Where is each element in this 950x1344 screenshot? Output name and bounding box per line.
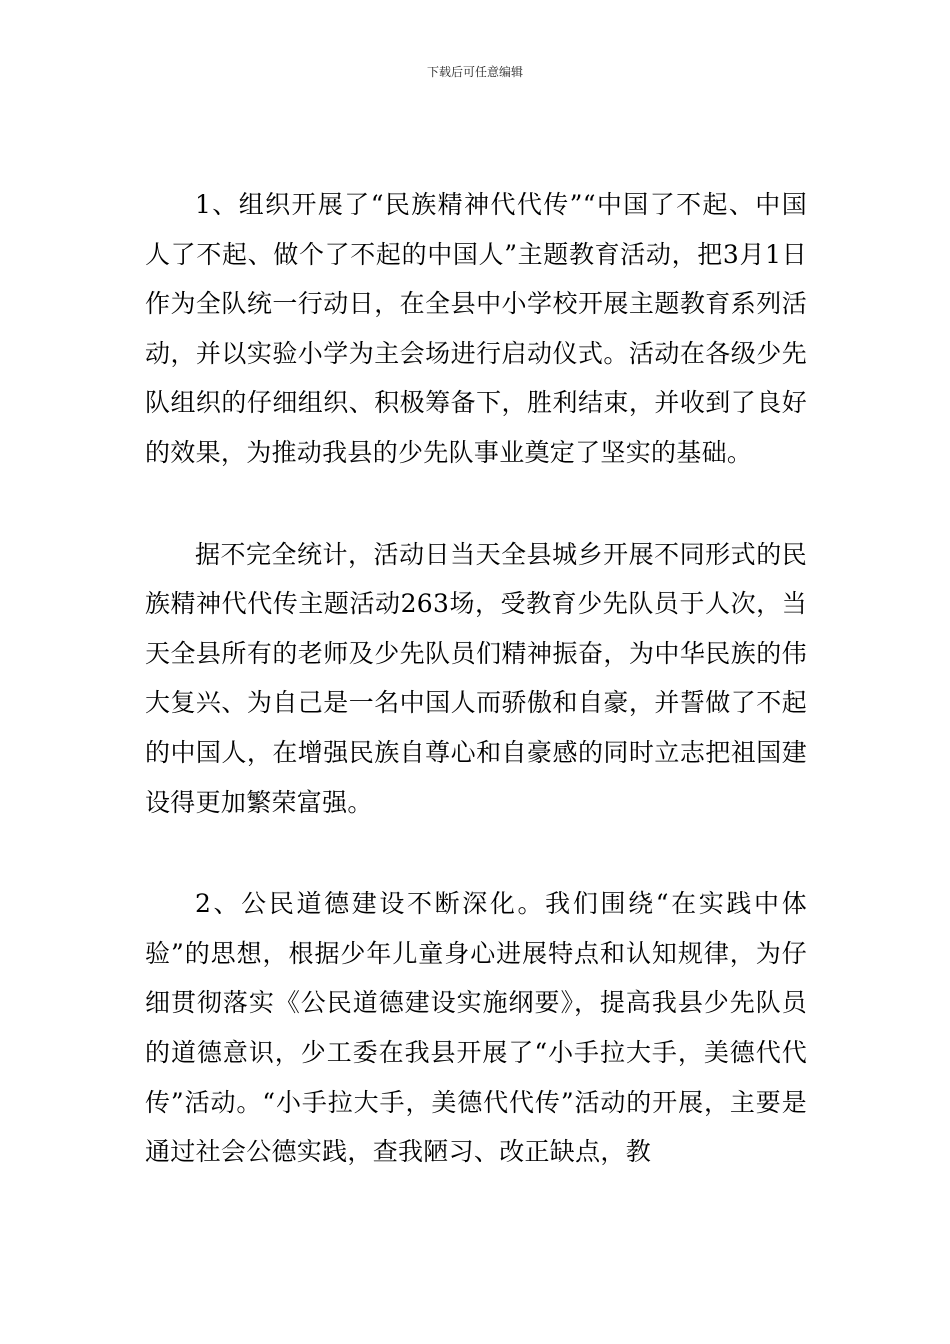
paragraph-3: 2、公民道德建设不断深化。我们围绕“在实践中体验”的思想，根据少年儿童身心进展特点和认知规律，为仔细贯彻落实《公民道德建设实施纲要》，提高我县少先队员的道德意识，少工委在我县开展了“小手拉大手，美德代代传”活动。“小手拉大手，美德代代传”活动的开展，主要是通过社会公德实践，查我陋习、改正缺点，教 [145, 889, 807, 1167]
document-body [145, 180, 807, 1229]
page-header: 下载后可任意编辑 [426, 65, 523, 79]
paragraph-2: 据不完全统计，活动日当天全县城乡开展不同形式的民族精神代代传主题活动263场，受教育少先队员于人次，当天全县所有的老师及少先队员们精神振奋，为中华民族的伟大复兴、为自己是一名中国人而骄傲和自豪，并誓做了不起的中国人，在增强民族自尊心和自豪感的同时立志把祖国建设得更加繁荣富强。 [145, 539, 807, 817]
paragraph-1: 1、组织开展了“民族精神代代传”“中国了不起、中国人了不起、做个了不起的中国人”主题教育活动，把3月1日作为全队统一行动日，在全县中小学校开展主题教育系列活动，并以实验小学为主会场进行启动仪式。活动在各级少先队组织的仔细组织、积极筹备下，胜利结束，并收到了良好的效果，为推动我县的少先队事业奠定了坚实的基础。 [145, 190, 807, 467]
